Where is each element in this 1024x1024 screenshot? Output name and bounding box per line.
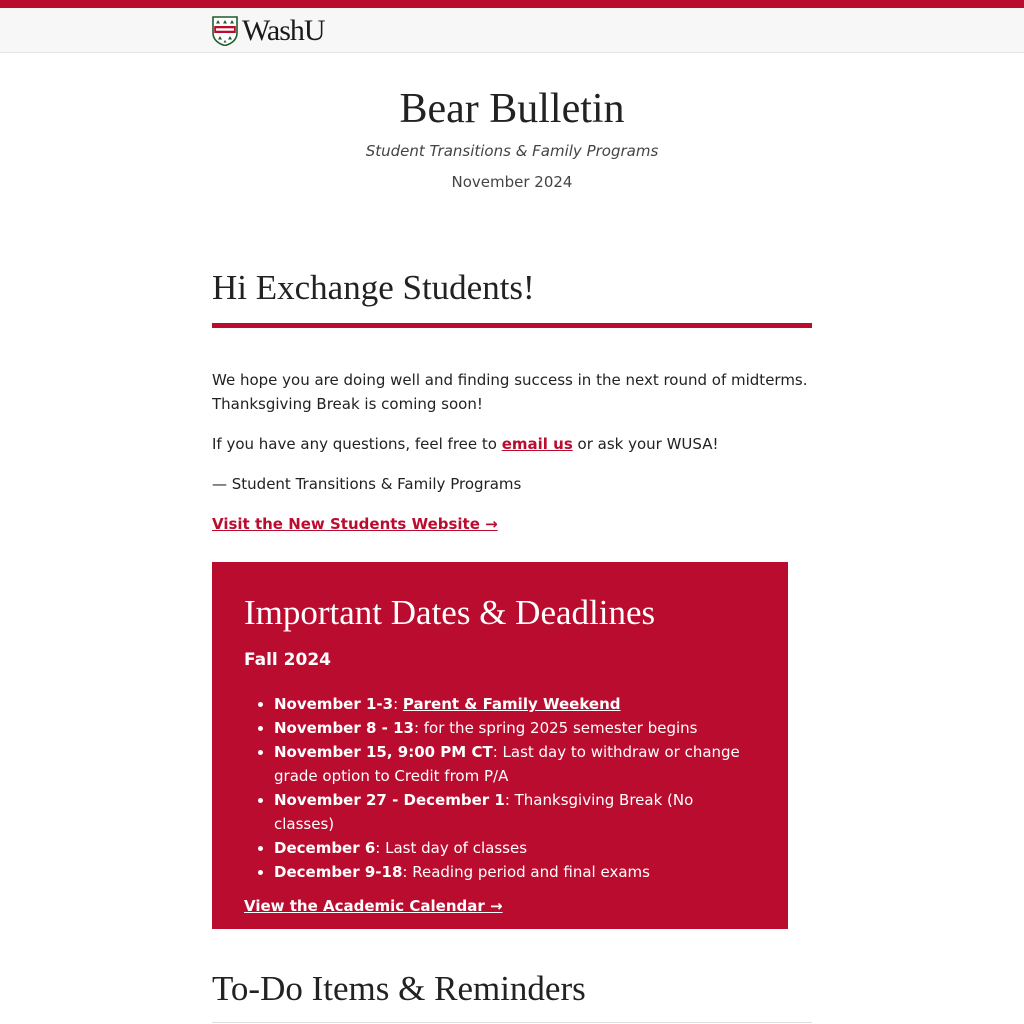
date-description: Last day of classes — [385, 839, 528, 857]
signature: — Student Transitions & Family Programs — [212, 475, 522, 493]
list-item — [274, 692, 756, 716]
dates-heading: Important Dates & Deadlines — [244, 593, 656, 632]
contact-text-after: or ask your WUSA! — [572, 435, 719, 453]
site-header — [0, 8, 1024, 53]
top-accent-bar — [0, 0, 1024, 8]
intro-paragraph: We hope you are doing well and finding success in the next round of midterms. Thanksgiving Break is coming soon! — [212, 371, 808, 413]
date-label: November 1-3 — [274, 695, 394, 713]
important-dates-box — [212, 562, 788, 929]
list-item — [274, 716, 756, 740]
washu-logo[interactable] — [212, 16, 325, 46]
term-label: Fall 2024 — [244, 650, 331, 670]
newsletter-subtitle: Student Transitions & Family Programs — [365, 142, 659, 160]
greeting-heading: Hi Exchange Students! — [212, 268, 535, 307]
todo-heading: To-Do Items & Reminders — [212, 969, 586, 1008]
cta-wrapper — [212, 512, 812, 536]
masthead — [0, 84, 1024, 192]
date-label: November 15, 9:00 PM CT — [274, 743, 493, 761]
academic-calendar-link[interactable]: View the Academic Calendar → — [244, 897, 503, 915]
todo-section — [212, 966, 812, 1023]
date-label: November 27 - December 1 — [274, 791, 505, 809]
date-separator: : — [504, 791, 515, 809]
date-separator: : — [375, 839, 386, 857]
date-label: December 9-18 — [274, 863, 403, 881]
list-item — [274, 836, 756, 860]
date-label: December 6 — [274, 839, 376, 857]
todo-divider — [212, 1022, 812, 1023]
date-separator: : — [393, 695, 403, 713]
new-students-website-link[interactable]: Visit the New Students Website → — [212, 515, 498, 533]
newsletter-date: November 2024 — [451, 173, 573, 191]
date-separator: : — [402, 863, 413, 881]
date-description: Last day to withdraw or change grade option to Credit from P/A — [274, 743, 740, 785]
date-description: Thanksgiving Break (No classes) — [274, 791, 694, 833]
date-label: November 8 - 13 — [274, 719, 414, 737]
heading-divider — [212, 323, 812, 328]
parent-family-weekend-link[interactable]: Parent & Family Weekend — [402, 695, 621, 713]
shield-icon — [212, 16, 238, 46]
dates-list — [244, 692, 756, 884]
contact-text-before: If you have any questions, feel free to — [212, 435, 502, 453]
newsletter-title: Bear Bulletin — [399, 86, 625, 132]
date-description: for the spring 2025 semester begins — [423, 719, 698, 737]
logo-wordmark: WashU — [242, 14, 325, 47]
date-description: Reading period and final exams — [412, 863, 650, 881]
contact-paragraph — [212, 432, 812, 456]
intro-section — [212, 264, 812, 536]
email-us-link[interactable]: email us — [501, 435, 573, 453]
date-separator: : — [492, 743, 503, 761]
list-item — [274, 788, 756, 836]
date-separator: : — [413, 719, 424, 737]
list-item — [274, 860, 756, 884]
list-item — [274, 740, 756, 788]
